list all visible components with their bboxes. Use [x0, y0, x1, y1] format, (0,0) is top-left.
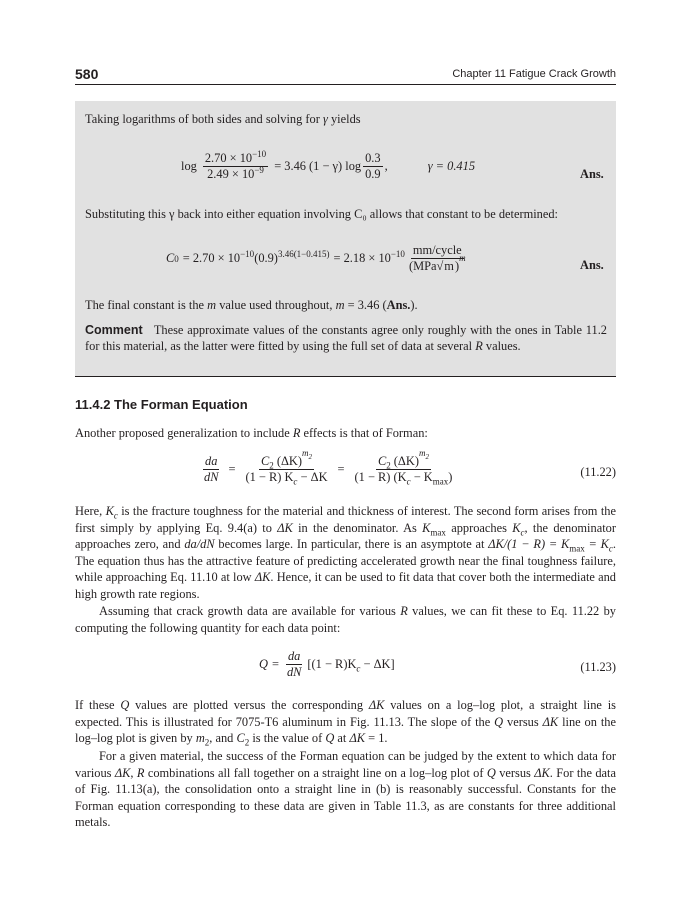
ans-label-1: Ans. — [580, 167, 604, 181]
equation-number-11-23: (11.23) — [580, 660, 616, 674]
equation-c0: C 0 = 2.70 × 10 $^{-10}$ (0.9) $^{3.46(1-0.415)}$ = 2.18 × 10 $^{-10}$ $\frac{\text{mm/cycle}}{(MPa√m)^m}$ — [166, 243, 466, 273]
equation-11-22: $\frac{da}{dN}$ = $\frac{C_2 (\Delta K)^{m_2}}{(1 - R) K_c - \Delta K}$ = $\frac{C_2 (\Delta K)^{m_2}}{(1 - R) (K_c - K_{max})}$ — [204, 447, 453, 487]
header-rule — [75, 84, 616, 85]
equation-number-11-22: (11.22) — [580, 465, 616, 479]
box-intro: Taking logarithms of both sides and solving for γ yields — [85, 112, 361, 126]
equation-gamma: log $\frac{2.70 \times 10^{-10}}{2.49 \times 10^{-9}}$ = 3.46 (1 − γ) log $\frac{0.3}{0.9}$ , γ = 0.415 — [181, 148, 476, 181]
paragraph-forman-success: For a given material, the success of the Forman equation can be judged by the extent to which data for various ΔK, R combinations all fall together on a straight line on a log–log plot of Q versus ΔK. For the data of Fig. 11.13(a), the consolidation onto a straight line in (b) is reasonably successful. Constants for the Forman equation corresponding to these data are given in Table 11.3, as are constants for three additional metals. — [75, 749, 616, 829]
paragraph-q-plot: If these Q values are plotted versus the corresponding ΔK values on a log–log plot, a straight line is expected. This is illustrated for 7075-T6 aluminum in Fig. 11.13. The slope of the Q versus ΔK line on the log–log plot is given by $m_2$, and $C_2$ is the value of Q at ΔK = 1. — [75, 698, 616, 748]
running-header: Chapter 11 Fatigue Crack Growth — [452, 68, 616, 80]
paragraph-forman-description: Here, $K_c$ is the fracture toughness for the material and thickness of interest. The second form arises from the first simply by applying Eq. 9.4(a) to ΔK in the denominator. As $K_{max}$ approaches $K_c$, the denominator approaches zero, and da/dN becomes large. In particular, there is an asymptote at $\Delta K/(1 - R) = K_{max} = K_c$. The equation thus has the attractive feature of predicting accelerated growth near the final toughness failure, while approaching Eq. 11.10 at low ΔK. Hence, it can be used to fit data that cover both the intermediate and high growth rate regions. — [75, 504, 616, 601]
page-number: 580 — [75, 66, 99, 82]
box-substitution-text: Substituting this γ back into either equation involving C₀ allows that constant to be determined: — [85, 207, 558, 221]
paragraph-fitting: Assuming that crack growth data are available for various R values, we can fit these to Eq. 11.22 by computing the following quantity for each data point: — [75, 604, 616, 635]
equation-11-23: Q = $\frac{da}{dN}$ $[(1 - R)K_c - \Delta K]$ — [259, 649, 395, 679]
box-comment: Comment These approximate values of the constants agree only roughly with the ones in Table 11.2 for this material, as the latter were fitted by using the full set of data at several R values. — [85, 323, 607, 353]
paragraph-forman-intro: Another proposed generalization to include R effects is that of Forman: — [75, 426, 428, 440]
section-heading: 11.4.2 The Forman Equation — [75, 397, 248, 412]
box-final-constant: The final constant is the m value used throughout, m = 3.46 (Ans.). — [85, 298, 418, 312]
ans-label-2: Ans. — [580, 258, 604, 272]
